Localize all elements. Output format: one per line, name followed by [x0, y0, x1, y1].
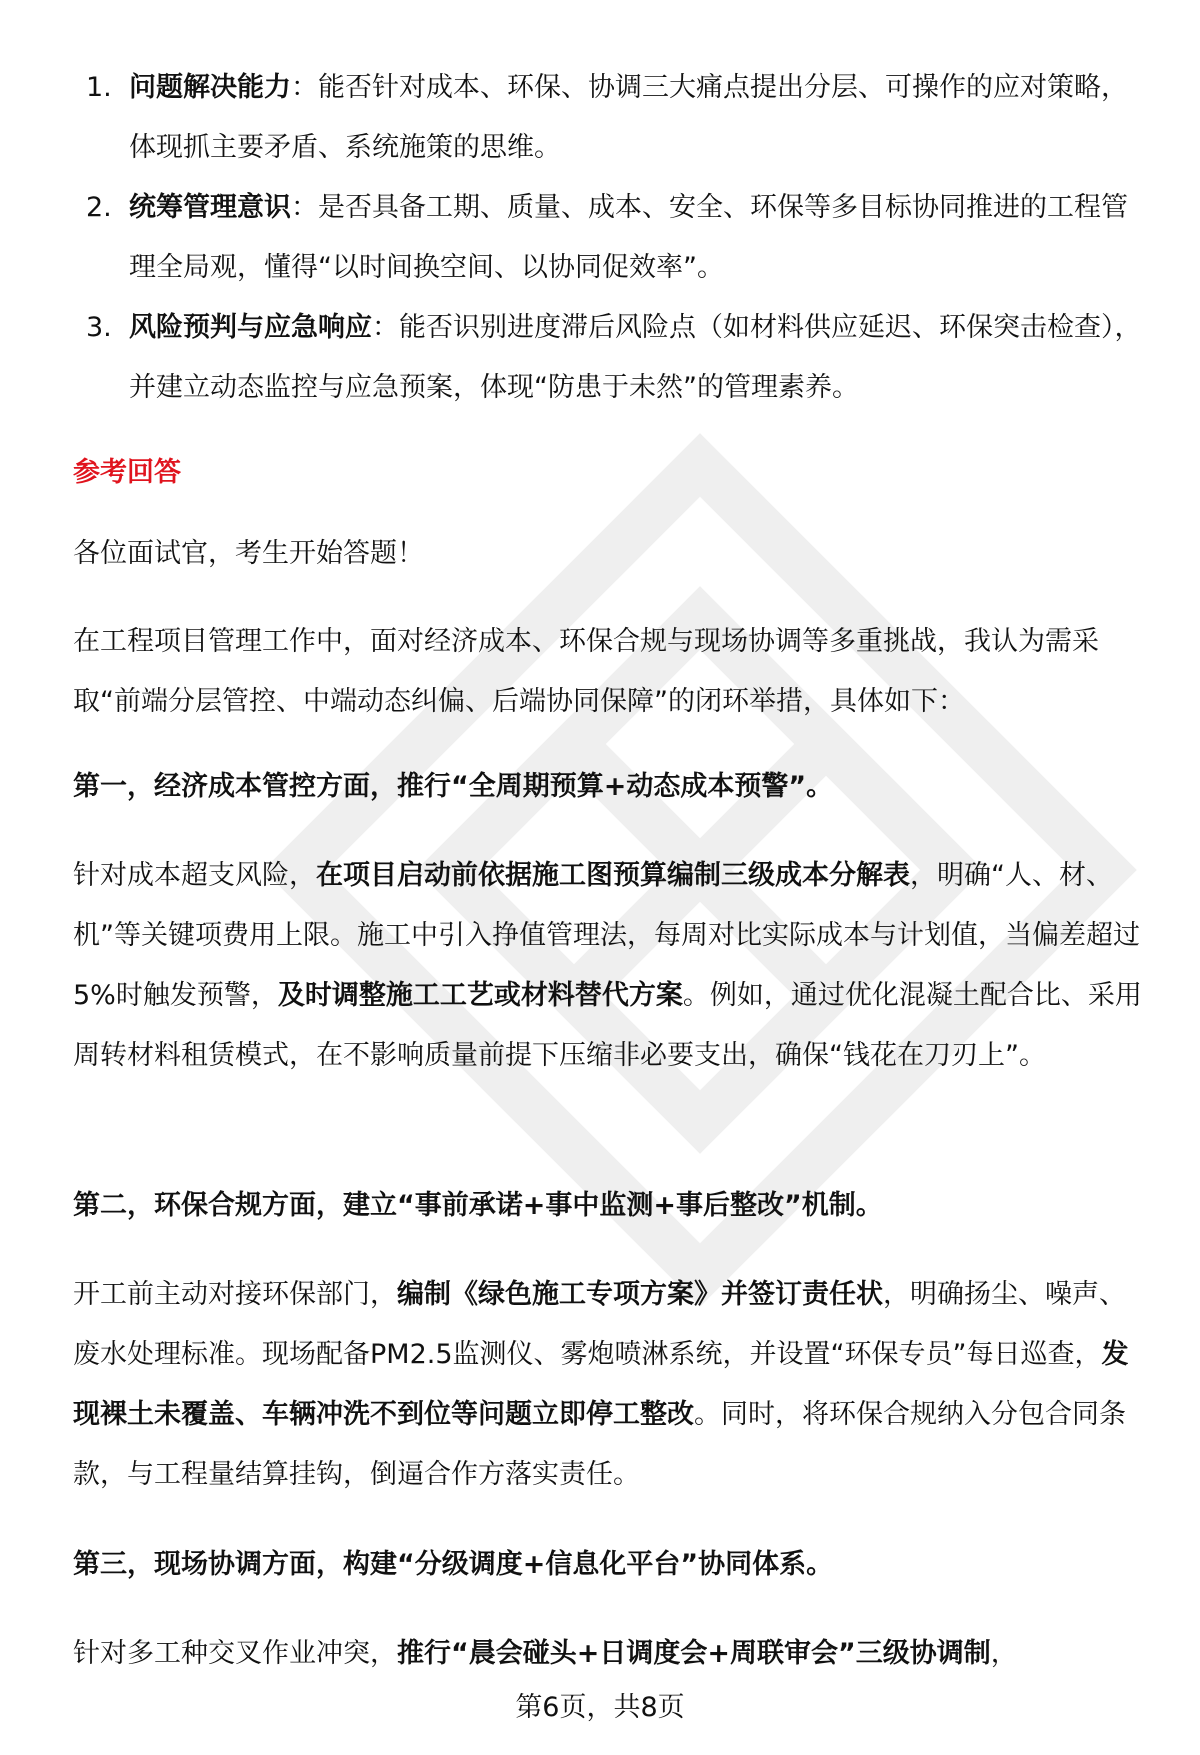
- section-3-heading: 第三，现场协调方面，构建“分级调度+信息化平台”协同体系。: [73, 1549, 834, 1580]
- list-number: 1.: [86, 72, 112, 103]
- list-number: 3.: [86, 312, 112, 343]
- list-item: [80, 298, 1150, 418]
- list-item-keyword: 风险预判与应急响应: [129, 312, 372, 343]
- section-2-heading: 第二，环保合规方面，建立“事前承诺+事中监测+事后整改”机制。: [73, 1190, 883, 1221]
- intro-paragraph: 在工程项目管理工作中，面对经济成本、环保合规与现场协调等多重挑战，我认为需采取“前端分层管控、中端动态纠偏、后端协同保障”的闭环举措，具体如下：: [73, 626, 1099, 717]
- evaluation-criteria-list: [80, 58, 1150, 418]
- list-item-keyword: 问题解决能力: [129, 72, 291, 103]
- emphasis: 及时调整施工工艺或材料替代方案: [277, 980, 683, 1011]
- list-item: [80, 178, 1150, 298]
- list-item: [80, 58, 1150, 178]
- emphasis: 发现裸土未覆盖、车辆冲洗不到位等问题立即停工整改: [73, 1339, 1129, 1430]
- emphasis: 在项目启动前依据施工图预算编制三级成本分解表: [316, 860, 910, 891]
- section-1-heading: 第一，经济成本管控方面，推行“全周期预算+动态成本预警”。: [73, 771, 834, 802]
- section-3-body: 针对多工种交叉作业冲突，推行“晨会碰头+日调度会+周联审会”三级协调制，: [73, 1638, 1018, 1669]
- list-number: 2.: [86, 192, 112, 223]
- emphasis: 推行“晨会碰头+日调度会+周联审会”三级协调制: [397, 1638, 991, 1669]
- section-2-body: 开工前主动对接环保部门，编制《绿色施工专项方案》并签订责任状，明确扬尘、噪声、废水处理标准。现场配备PM2.5监测仪、雾炮喷淋系统，并设置“环保专员”每日巡查，发现裸土未覆盖、车辆冲洗不到位等问题立即停工整改。同时，将环保合规纳入分包合同条款，与工程量结算挂钩，倒逼合作方落实责任。: [73, 1279, 1129, 1490]
- reference-answer-heading: 参考回答: [73, 457, 181, 488]
- section-1-body: 针对成本超支风险，在项目启动前依据施工图预算编制三级成本分解表，明确“人、材、机”等关键项费用上限。施工中引入挣值管理法，每周对比实际成本与计划值，当偏差超过5%时触发预警，及时调整施工工艺或材料替代方案。例如，通过优化混凝土配合比、采用周转材料租赁模式，在不影响质量前提下压缩非必要支出，确保“钱花在刀刃上”。: [73, 860, 1142, 1071]
- list-item-text: ：能否针对成本、环保、协调三大痛点提出分层、可操作的应对策略，体现抓主要矛盾、系统施策的思维。: [129, 72, 1128, 163]
- list-item-keyword: 统筹管理意识: [129, 192, 291, 223]
- page-footer: 第6页，共8页: [515, 1692, 685, 1723]
- list-item-text: ：是否具备工期、质量、成本、安全、环保等多目标协同推进的工程管理全局观，懂得“以时间换空间、以协同促效率”。: [129, 192, 1128, 283]
- list-item-text: ：能否识别进度滞后风险点（如材料供应延迟、环保突击检查），并建立动态监控与应急预案，体现“防患于未然”的管理素养。: [129, 312, 1142, 403]
- greeting: 各位面试官，考生开始答题！: [73, 538, 424, 569]
- emphasis: 编制《绿色施工专项方案》并签订责任状: [397, 1279, 883, 1310]
